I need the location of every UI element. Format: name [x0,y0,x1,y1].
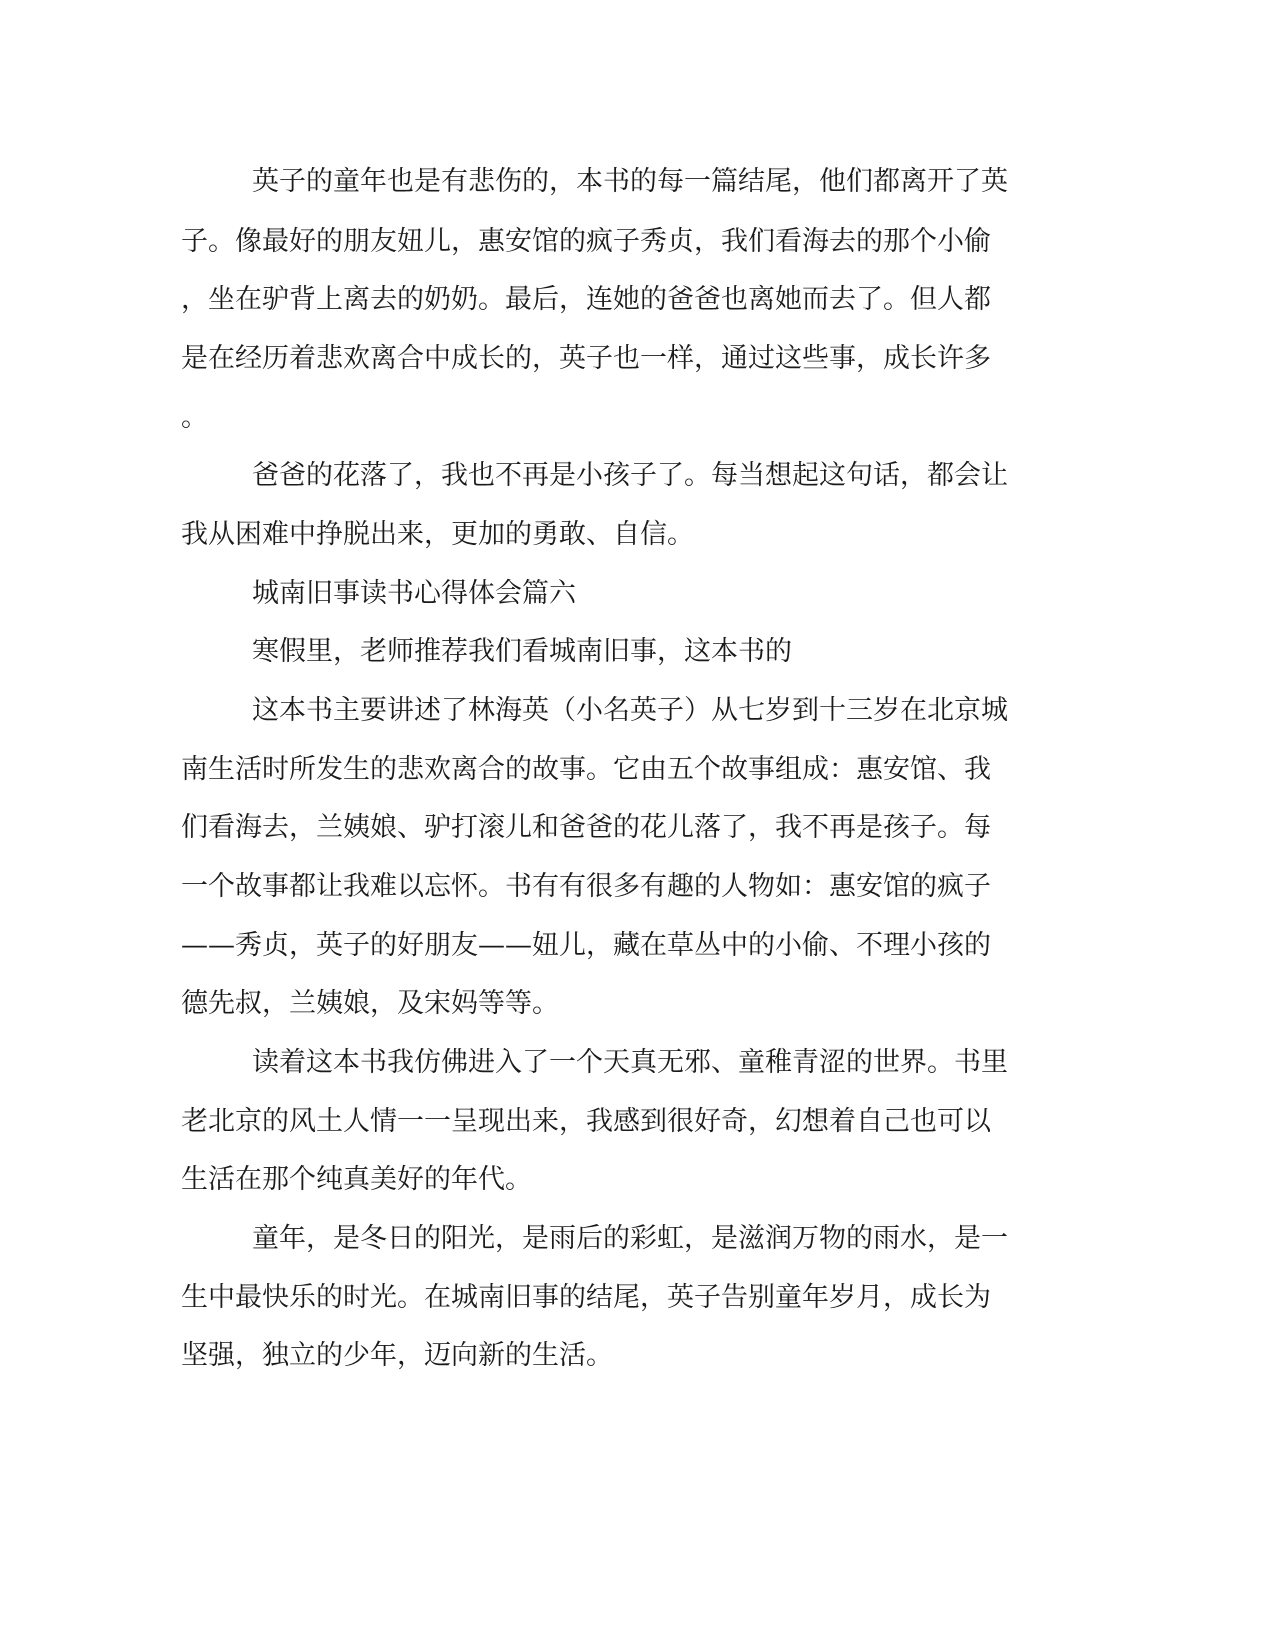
text-line: 。 [181,402,208,433]
text-line: 我从困难中挣脱出来，更加的勇敢、自信。 [181,519,694,550]
text-line: 一个故事都让我难以忘怀。书有有很多有趣的人物如：惠安馆的疯子 [181,871,991,902]
text-line: 读着这本书我仿佛进入了一个天真无邪、童稚青涩的世界。书里 [252,1047,1008,1078]
text-line: 童年，是冬日的阳光，是雨后的彩虹，是滋润万物的雨水，是一 [252,1223,1008,1254]
section-heading: 城南旧事读书心得体会篇六 [252,578,576,609]
text-line: ——秀贞，英子的好朋友——妞儿，藏在草丛中的小偷、不理小孩的 [181,930,991,961]
text-line: 老北京的风土人情一一呈现出来，我感到很好奇，幻想着自己也可以 [181,1106,991,1137]
text-line: 德先叔，兰姨娘，及宋妈等等。 [181,988,559,1019]
text-line: 是在经历着悲欢离合中成长的，英子也一样，通过这些事，成长许多 [181,343,991,374]
text-line: 爸爸的花落了，我也不再是小孩子了。每当想起这句话，都会让 [252,460,1008,491]
text-line: 寒假里，老师推荐我们看城南旧事，这本书的 [252,636,792,667]
text-line: 这本书主要讲述了林海英（小名英子）从七岁到十三岁在北京城 [252,695,1008,726]
text-line: 们看海去，兰姨娘、驴打滚儿和爸爸的花儿落了，我不再是孩子。每 [181,812,991,843]
text-line: ，坐在驴背上离去的奶奶。最后，连她的爸爸也离她而去了。但人都 [181,284,991,315]
text-line: 子。像最好的朋友妞儿，惠安馆的疯子秀贞，我们看海去的那个小偷 [181,226,991,257]
text-line: 南生活时所发生的悲欢离合的故事。它由五个故事组成：惠安馆、我 [181,754,991,785]
text-line: 英子的童年也是有悲伤的，本书的每一篇结尾，他们都离开了英 [252,166,1008,197]
text-line: 坚强，独立的少年，迈向新的生活。 [181,1340,613,1371]
text-line: 生活在那个纯真美好的年代。 [181,1164,532,1195]
text-line: 生中最快乐的时光。在城南旧事的结尾，英子告别童年岁月，成长为 [181,1282,991,1313]
